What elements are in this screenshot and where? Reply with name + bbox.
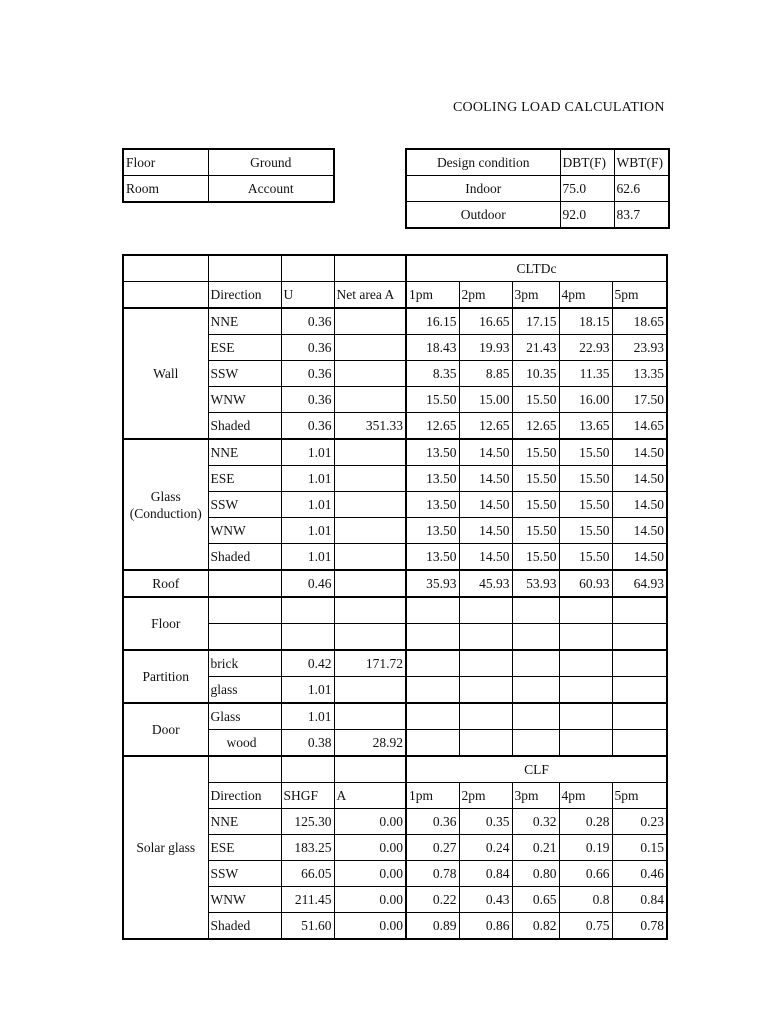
direction-cell: brick [208,650,281,677]
direction-cell: NNE [208,308,281,335]
area-cell: 0.00 [334,913,406,940]
direction-cell: Shaded [208,913,281,940]
clf-value-cell: 0.27 [406,835,459,861]
u-value-cell: 0.36 [281,361,334,387]
hour-header: 2pm [459,282,512,309]
cltd-value-cell: 15.50 [406,387,459,413]
cltd-value-cell: 17.15 [512,308,559,335]
direction-cell: ESE [208,835,281,861]
area-cell: 0.00 [334,861,406,887]
blank-cell [559,730,612,757]
dbt-header: DBT(F) [560,149,614,176]
blank-cell [559,703,612,730]
blank-cell [208,597,281,624]
partition-row [123,650,667,677]
direction-header: Direction [208,282,281,309]
blank-cell [406,650,459,677]
cltd-value-cell: 14.50 [459,439,512,466]
outdoor-dbt: 92.0 [560,202,614,229]
cltd-value-cell: 15.50 [559,466,612,492]
cltd-value-cell: 15.00 [459,387,512,413]
shgf-cell: 211.45 [281,887,334,913]
cltd-header-row [123,255,667,282]
design-condition-header: Design condition [406,149,560,176]
direction-cell: SSW [208,861,281,887]
direction-cell: NNE [208,809,281,835]
clf-value-cell: 0.86 [459,913,512,940]
blank-cell [559,624,612,651]
cltd-value-cell: 18.15 [559,308,612,335]
blank-cell [281,756,334,783]
direction-cell: wood [208,730,281,757]
blank-cell [406,624,459,651]
cltd-value-cell: 15.50 [512,466,559,492]
area-cell: 0.00 [334,887,406,913]
cltd-value-cell: 15.50 [512,492,559,518]
clf-value-cell: 0.78 [406,861,459,887]
cltd-value-cell: 8.85 [459,361,512,387]
cltd-value-cell: 14.50 [612,466,667,492]
blank-cell [559,677,612,704]
hour-header: 5pm [612,783,667,809]
area-header: A [334,783,406,809]
cltd-value-cell: 15.50 [512,544,559,571]
cooling-load-table [122,254,668,940]
blank-cell [512,624,559,651]
blank-cell [512,677,559,704]
clf-header: CLF [406,756,667,783]
area-cell [334,439,406,466]
shgf-cell: 66.05 [281,861,334,887]
clf-value-cell: 0.23 [612,809,667,835]
cltd-value-cell: 14.50 [459,466,512,492]
partition-label: Partition [123,650,208,703]
cltd-value-cell: 21.43 [512,335,559,361]
u-value-cell: 1.01 [281,518,334,544]
direction-cell: Glass [208,703,281,730]
blank-cell [459,730,512,757]
indoor-label: Indoor [406,176,560,202]
blank-cell [123,255,208,282]
clf-value-cell: 0.8 [559,887,612,913]
shgf-cell: 125.30 [281,809,334,835]
clf-value-cell: 0.36 [406,809,459,835]
cltd-value-cell: 15.50 [512,518,559,544]
area-cell [334,361,406,387]
area-cell: 171.72 [334,650,406,677]
u-value-cell: 0.42 [281,650,334,677]
blank-cell [123,282,208,309]
clf-value-cell: 0.75 [559,913,612,940]
blank-cell [512,703,559,730]
blank-cell [334,756,406,783]
blank-cell [512,730,559,757]
glass-label-line2: (Conduction) [129,505,202,521]
indoor-row [406,176,669,202]
cltd-value-cell: 14.50 [459,492,512,518]
cltd-value-cell: 14.50 [459,518,512,544]
blank-cell [334,255,406,282]
hour-header: 3pm [512,282,559,309]
floor-label: Floor [123,597,208,650]
cltd-value-cell: 13.50 [406,544,459,571]
u-value-cell: 1.01 [281,703,334,730]
clf-value-cell: 0.80 [512,861,559,887]
u-value-cell: 1.01 [281,466,334,492]
direction-cell: ESE [208,335,281,361]
indoor-dbt: 75.0 [560,176,614,202]
cltd-value-cell: 13.50 [406,518,459,544]
direction-cell: SSW [208,361,281,387]
cltd-value-cell: 14.50 [612,439,667,466]
cltd-header: CLTDc [406,255,667,282]
cltd-value-cell: 22.93 [559,335,612,361]
cltd-value-cell: 15.50 [559,544,612,571]
u-value-cell: 1.01 [281,492,334,518]
clf-header-row [123,756,667,783]
blank-cell [334,624,406,651]
blank-cell [612,730,667,757]
area-cell [334,544,406,571]
room-row [123,176,334,203]
cltd-value-cell: 13.65 [559,413,612,440]
clf-value-cell: 0.32 [512,809,559,835]
hour-header: 4pm [559,282,612,309]
clf-value-cell: 0.82 [512,913,559,940]
direction-cell: SSW [208,492,281,518]
blank-cell [281,624,334,651]
cltd-value-cell: 14.50 [612,544,667,571]
clf-value-cell: 0.89 [406,913,459,940]
u-value-cell: 0.36 [281,335,334,361]
cltd-value-cell: 11.35 [559,361,612,387]
wbt-header: WBT(F) [614,149,669,176]
clf-value-cell: 0.35 [459,809,512,835]
u-value-cell: 0.36 [281,387,334,413]
u-value-cell: 1.01 [281,439,334,466]
blank-cell [612,650,667,677]
outdoor-row [406,202,669,229]
blank-cell [208,570,281,597]
area-cell [334,518,406,544]
cltd-value-cell: 60.93 [559,570,612,597]
u-value-cell: 1.01 [281,677,334,704]
cltd-value-cell: 15.50 [559,492,612,518]
cltd-value-cell: 15.50 [512,387,559,413]
blank-cell [559,650,612,677]
hour-header: 5pm [612,282,667,309]
blank-cell [512,597,559,624]
cltd-value-cell: 53.93 [512,570,559,597]
door-row [123,703,667,730]
hour-header: 3pm [512,783,559,809]
cltd-value-cell: 14.50 [459,544,512,571]
clf-value-cell: 0.66 [559,861,612,887]
direction-cell: WNW [208,387,281,413]
direction-cell: WNW [208,518,281,544]
blank-cell [334,570,406,597]
cltd-value-cell: 15.50 [512,439,559,466]
blank-cell [406,597,459,624]
blank-cell [612,624,667,651]
blank-cell [406,730,459,757]
glass-label [123,439,208,570]
blank-cell [512,650,559,677]
clf-value-cell: 0.24 [459,835,512,861]
cltd-value-cell: 12.65 [459,413,512,440]
outdoor-label: Outdoor [406,202,560,229]
cltd-value-cell: 10.35 [512,361,559,387]
shgf-cell: 51.60 [281,913,334,940]
cltd-value-cell: 13.50 [406,439,459,466]
area-cell [334,335,406,361]
cltd-value-cell: 12.65 [406,413,459,440]
glass-row [123,439,667,466]
area-cell: 351.33 [334,413,406,440]
area-cell: 28.92 [334,730,406,757]
blank-cell [459,650,512,677]
blank-cell [459,597,512,624]
blank-cell [208,756,281,783]
u-header: U [281,282,334,309]
roof-row [123,570,667,597]
clf-value-cell: 0.84 [459,861,512,887]
cltd-value-cell: 16.00 [559,387,612,413]
floor-label: Floor [123,149,208,176]
area-cell [334,308,406,335]
area-cell [334,387,406,413]
cltd-value-cell: 19.93 [459,335,512,361]
clf-value-cell: 0.84 [612,887,667,913]
indoor-wbt: 62.6 [614,176,669,202]
floor-row [123,149,334,176]
area-cell: 0.00 [334,835,406,861]
room-value: Account [208,176,334,203]
solar-glass-label: Solar glass [123,756,208,939]
cltd-value-cell: 18.43 [406,335,459,361]
blank-cell [334,597,406,624]
blank-cell [612,703,667,730]
cltd-value-cell: 14.50 [612,518,667,544]
area-cell [334,703,406,730]
room-info-table [122,148,335,203]
direction-header: Direction [208,783,281,809]
blank-cell [559,597,612,624]
blank-cell [406,677,459,704]
room-label: Room [123,176,208,203]
floor-row [123,597,667,624]
hour-header: 1pm [406,282,459,309]
wall-row [123,308,667,335]
blank-cell [459,677,512,704]
wall-label: Wall [123,308,208,439]
shgf-header: SHGF [281,783,334,809]
clf-value-cell: 0.46 [612,861,667,887]
cltd-value-cell: 13.50 [406,466,459,492]
outdoor-wbt: 83.7 [614,202,669,229]
clf-value-cell: 0.65 [512,887,559,913]
direction-cell: NNE [208,439,281,466]
clf-value-cell: 0.19 [559,835,612,861]
clf-value-cell: 0.43 [459,887,512,913]
cltd-value-cell: 14.50 [612,492,667,518]
blank-cell [612,677,667,704]
blank-cell [459,703,512,730]
cltd-value-cell: 8.35 [406,361,459,387]
direction-cell: Shaded [208,544,281,571]
cltd-value-cell: 15.50 [559,439,612,466]
direction-cell: WNW [208,887,281,913]
blank-cell [459,624,512,651]
blank-cell [208,255,281,282]
page-title: COOLING LOAD CALCULATION [453,100,665,115]
u-value-cell: 0.36 [281,308,334,335]
hour-header: 1pm [406,783,459,809]
column-header-row [123,282,667,309]
hour-header: 4pm [559,783,612,809]
cltd-value-cell: 16.65 [459,308,512,335]
cltd-value-cell: 64.93 [612,570,667,597]
cltd-value-cell: 15.50 [559,518,612,544]
clf-value-cell: 0.15 [612,835,667,861]
cltd-value-cell: 13.35 [612,361,667,387]
clf-value-cell: 0.22 [406,887,459,913]
clf-value-cell: 0.21 [512,835,559,861]
u-value-cell: 1.01 [281,544,334,571]
cltd-value-cell: 23.93 [612,335,667,361]
direction-cell: glass [208,677,281,704]
cltd-value-cell: 16.15 [406,308,459,335]
cltd-value-cell: 14.65 [612,413,667,440]
shgf-cell: 183.25 [281,835,334,861]
cltd-value-cell: 18.65 [612,308,667,335]
blank-cell [281,255,334,282]
cltd-value-cell: 17.50 [612,387,667,413]
cltd-value-cell: 45.93 [459,570,512,597]
u-value-cell: 0.46 [281,570,334,597]
roof-label: Roof [123,570,208,597]
blank-cell [612,597,667,624]
hour-header: 2pm [459,783,512,809]
cltd-value-cell: 13.50 [406,492,459,518]
blank-cell [406,703,459,730]
area-cell [334,677,406,704]
net-area-header: Net area A [334,282,406,309]
direction-cell: ESE [208,466,281,492]
blank-cell [208,624,281,651]
cltd-value-cell: 12.65 [512,413,559,440]
design-header-row [406,149,669,176]
design-condition-table [405,148,670,229]
floor-value: Ground [208,149,334,176]
glass-label-line1: Glass [150,488,181,504]
cltd-value-cell: 35.93 [406,570,459,597]
direction-cell: Shaded [208,413,281,440]
area-cell [334,466,406,492]
clf-value-cell: 0.28 [559,809,612,835]
door-label: Door [123,703,208,756]
area-cell [334,492,406,518]
u-value-cell: 0.36 [281,413,334,440]
clf-value-cell: 0.78 [612,913,667,940]
blank-cell [281,597,334,624]
u-value-cell: 0.38 [281,730,334,757]
area-cell: 0.00 [334,809,406,835]
